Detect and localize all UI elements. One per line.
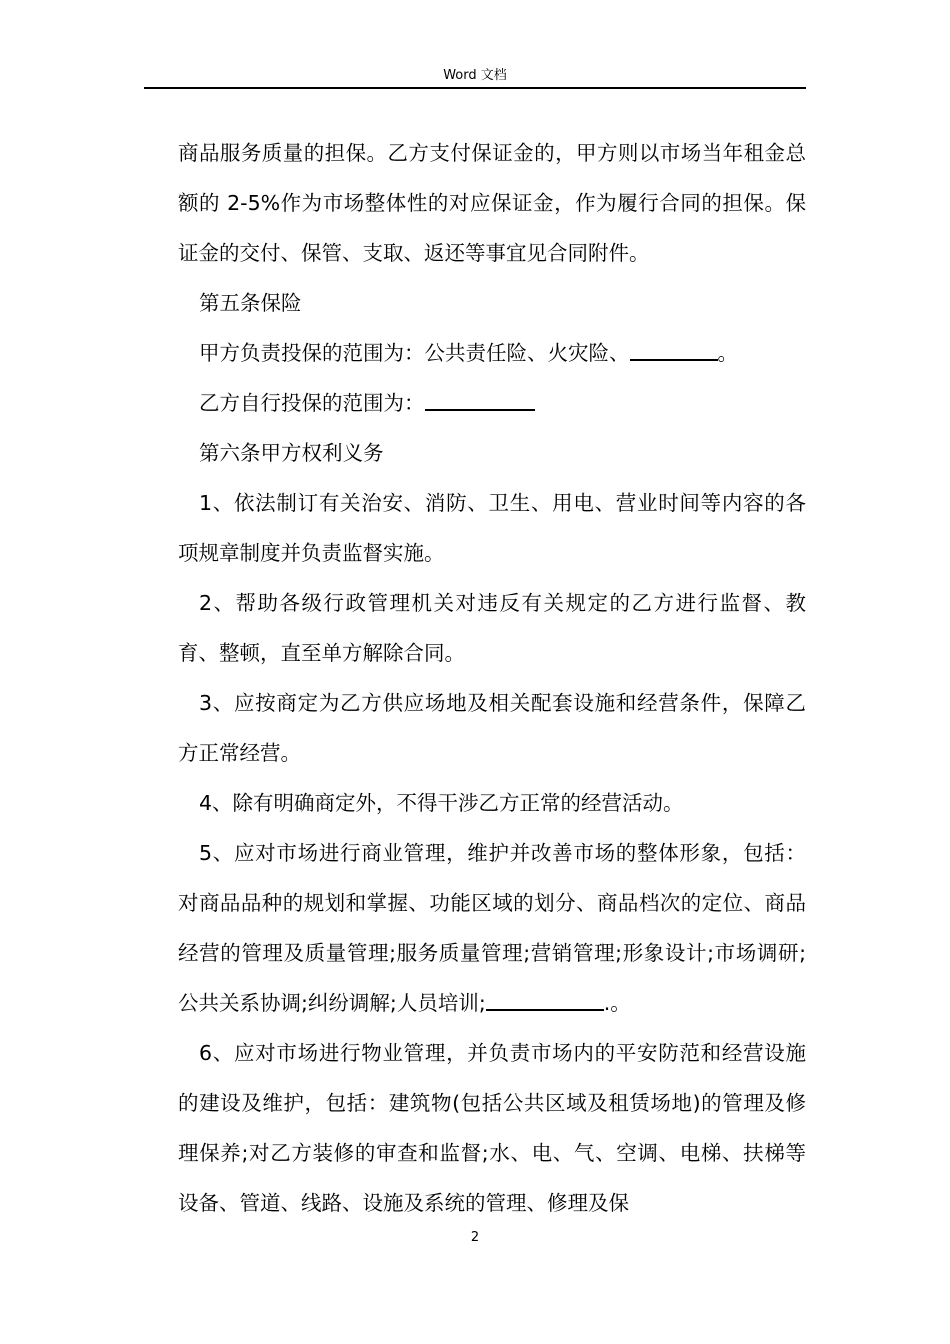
article-6-item-5 (178, 828, 806, 1028)
article-5-title: 第五条保险 (199, 291, 302, 315)
fill-in-blank (425, 388, 535, 412)
header-divider (144, 87, 806, 89)
article-5-party-b-text: 乙方自行投保的范围为： (199, 391, 425, 415)
article-6-item-6: 6、应对市场进行物业管理，并负责市场内的平安防范和经营设施的建设及维护，包括：建筑物(包括公共区域及租赁场地)的管理及修理保养;对乙方装修的审查和监督;水、电、气、空调、电梯、扶梯等设备、管道、线路、设施及系统的管理、修理及保 (178, 1041, 806, 1215)
article-6-item-5-text: 5、应对市场进行商业管理，维护并改善市场的整体形象，包括：对商品品种的规划和掌握、功能区域的划分、商品档次的定位、商品经营的管理及质量管理;服务质量管理;营销管理;形象设计;市场调研;公共关系协调;纠纷调解;人员培训; (178, 841, 806, 1015)
article-5-party-a-insurance (178, 328, 806, 378)
article-6-item-4: 4、除有明确商定外，不得干涉乙方正常的经营活动。 (199, 791, 684, 815)
article-6-item-3: 3、应按商定为乙方供应场地及相关配套设施和经营条件，保障乙方正常经营。 (178, 691, 806, 765)
article-5-party-a-text: 甲方负责投保的范围为：公共责任险、火灾险、 (199, 341, 630, 365)
paragraph-deposit: 商品服务质量的担保。乙方支付保证金的，甲方则以市场当年租金总额的 2-5%作为市场整体性的对应保证金，作为履行合同的担保。保证金的交付、保管、支取、返还等事宜见合同附件。 (178, 141, 806, 265)
article-6-item-2: 2、帮助各级行政管理机关对违反有关规定的乙方进行监督、教育、整顿，直至单方解除合同。 (178, 591, 806, 665)
fill-in-blank (630, 338, 718, 362)
fill-in-blank (486, 988, 604, 1012)
article-6-item-5-end: .。 (603, 991, 631, 1015)
page-header-title: Word 文档 (443, 68, 507, 83)
document-body (178, 128, 806, 1228)
article-5-party-b-insurance (178, 378, 806, 428)
article-5-party-a-end: 。 (717, 341, 738, 365)
article-6-item-1: 1、依法制订有关治安、消防、卫生、用电、营业时间等内容的各项规章制度并负责监督实施。 (178, 491, 806, 565)
article-6-title: 第六条甲方权利义务 (199, 441, 384, 465)
page-number: 2 (470, 1230, 480, 1245)
